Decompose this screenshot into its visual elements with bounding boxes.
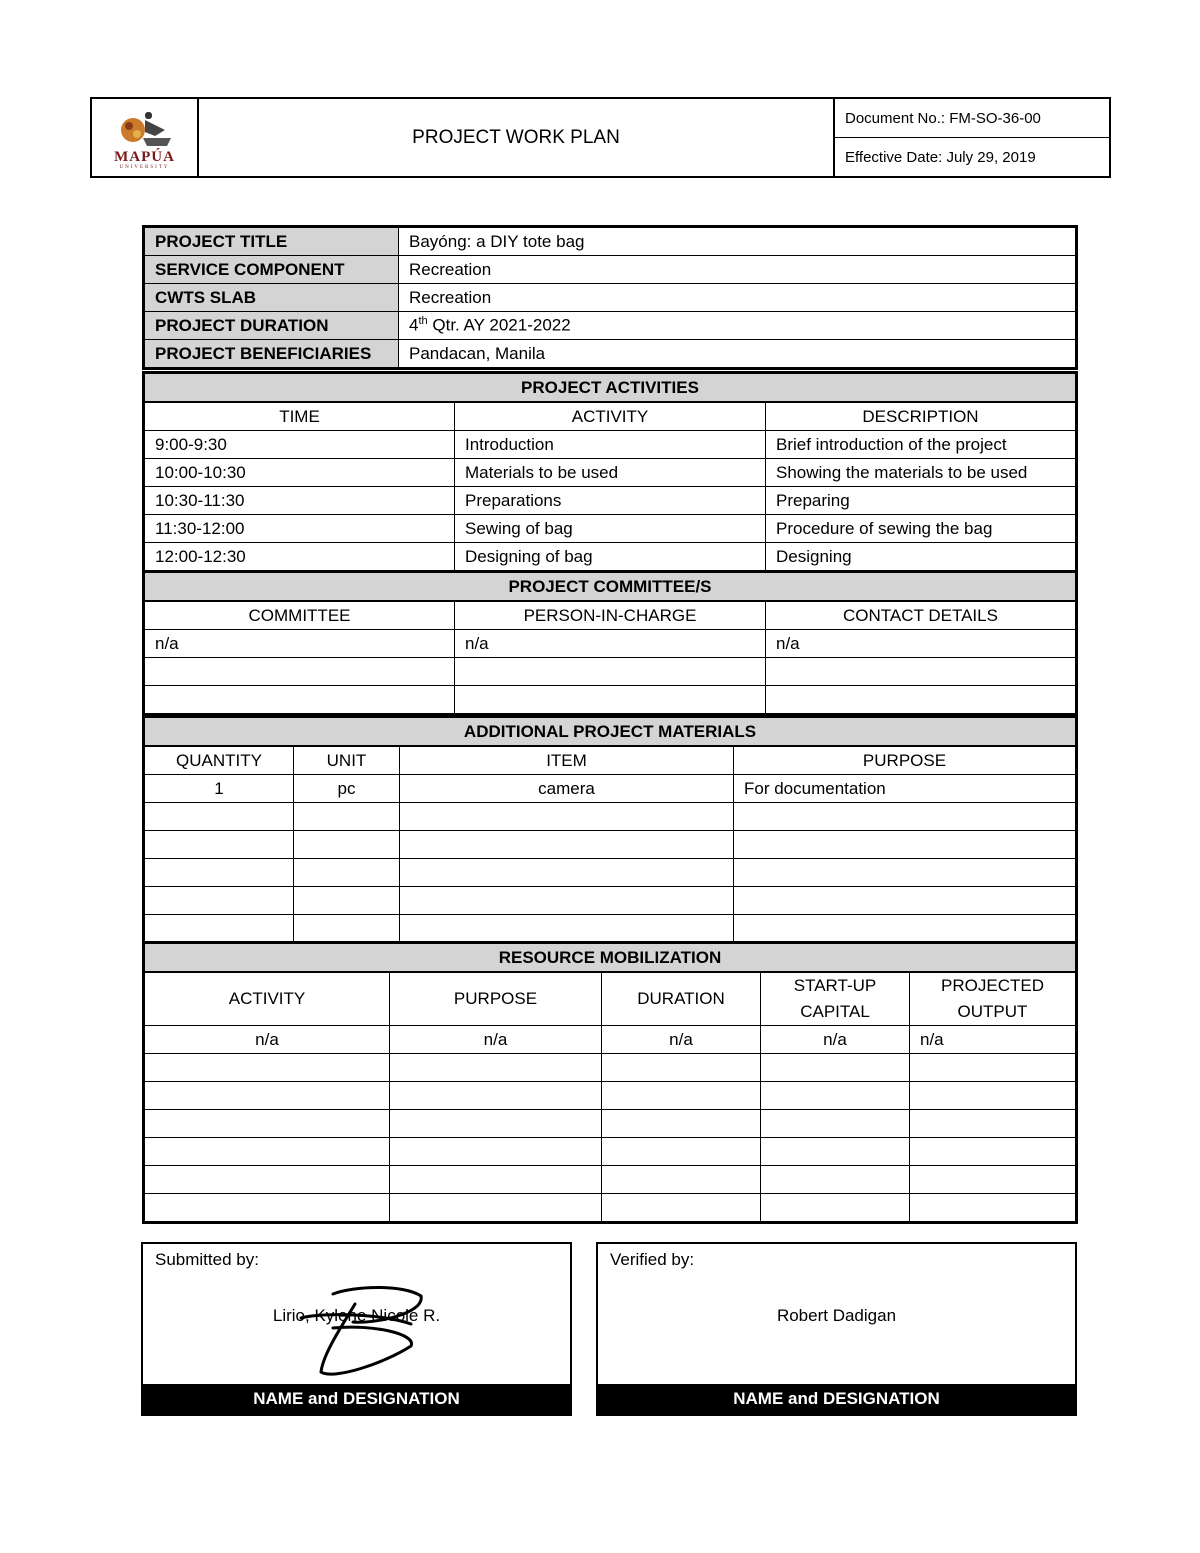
page-title: PROJECT WORK PLAN xyxy=(199,99,835,176)
output-cell xyxy=(910,1194,1077,1223)
activity-description: Brief introduction of the project xyxy=(766,431,1077,459)
duration-cell xyxy=(602,1166,761,1194)
activity-time: 10:00-10:30 xyxy=(144,459,455,487)
verified-by-name: Robert Dadigan xyxy=(776,1306,897,1325)
field-label: CWTS SLAB xyxy=(144,284,399,312)
activity-cell xyxy=(144,1082,390,1110)
service-component-row xyxy=(144,256,1077,284)
person-in-charge-cell xyxy=(455,658,766,686)
person-in-charge-cell xyxy=(455,686,766,715)
duration-cell xyxy=(602,1194,761,1223)
table-row xyxy=(144,831,1077,859)
logo-word: MAPÚA xyxy=(114,148,175,165)
designation-bar: NAME and DESIGNATION xyxy=(143,1384,570,1414)
output-cell xyxy=(910,1082,1077,1110)
table-row xyxy=(144,431,1077,459)
activity-name: Designing of bag xyxy=(455,543,766,572)
purpose-cell xyxy=(390,1110,602,1138)
column-header: ACTIVITY xyxy=(144,972,390,1026)
activity-time: 10:30-11:30 xyxy=(144,487,455,515)
column-header: PURPOSE xyxy=(390,972,602,1026)
quantity-cell: 1 xyxy=(144,775,294,803)
column-header: DESCRIPTION xyxy=(766,402,1077,431)
project-duration-row xyxy=(144,312,1077,340)
activity-time: 9:00-9:30 xyxy=(144,431,455,459)
purpose-cell xyxy=(734,831,1077,859)
table-row xyxy=(144,1082,1077,1110)
project-beneficiaries-row xyxy=(144,340,1077,369)
table-row xyxy=(144,487,1077,515)
contact-details-cell xyxy=(766,686,1077,715)
activity-name: Introduction xyxy=(455,431,766,459)
table-row xyxy=(144,630,1077,658)
purpose-cell xyxy=(734,803,1077,831)
activity-time: 11:30-12:00 xyxy=(144,515,455,543)
duration-cell xyxy=(602,1138,761,1166)
committee-cell xyxy=(144,686,455,715)
materials-title: ADDITIONAL PROJECT MATERIALS xyxy=(144,717,1077,747)
project-info-table xyxy=(142,225,1078,370)
field-label: PROJECT TITLE xyxy=(144,227,399,256)
unit-cell xyxy=(294,859,400,887)
table-row xyxy=(144,775,1077,803)
capital-cell xyxy=(761,1138,910,1166)
item-cell xyxy=(400,859,734,887)
activities-title: PROJECT ACTIVITIES xyxy=(144,373,1077,403)
duration-cell: n/a xyxy=(602,1026,761,1054)
committee-cell xyxy=(144,658,455,686)
duration-cell xyxy=(602,1054,761,1082)
capital-cell: n/a xyxy=(761,1026,910,1054)
output-cell xyxy=(910,1110,1077,1138)
table-row xyxy=(144,459,1077,487)
purpose-cell xyxy=(390,1054,602,1082)
item-cell xyxy=(400,887,734,915)
logo-emblem-icon xyxy=(115,106,175,150)
committees-title: PROJECT COMMITTEE/S xyxy=(144,572,1077,602)
university-logo xyxy=(92,99,199,176)
column-header: UNIT xyxy=(294,746,400,775)
committees-table xyxy=(142,570,1078,716)
resources-title: RESOURCE MOBILIZATION xyxy=(144,943,1077,973)
table-row xyxy=(144,515,1077,543)
field-label: SERVICE COMPONENT xyxy=(144,256,399,284)
resources-table xyxy=(142,941,1078,1224)
purpose-cell xyxy=(734,887,1077,915)
unit-cell xyxy=(294,831,400,859)
column-header: ACTIVITY xyxy=(455,402,766,431)
activity-name: Preparations xyxy=(455,487,766,515)
document-header xyxy=(90,97,1111,178)
item-cell xyxy=(400,915,734,944)
verified-by-box xyxy=(596,1242,1077,1416)
purpose-cell xyxy=(390,1138,602,1166)
quantity-cell xyxy=(144,831,294,859)
duration-ordinal: th xyxy=(418,315,428,328)
person-in-charge-cell: n/a xyxy=(455,630,766,658)
submitted-by-name: Lirio, Kylene Nicole R. xyxy=(272,1306,441,1325)
contact-details-cell: n/a xyxy=(766,630,1077,658)
column-header: PERSON-IN-CHARGE xyxy=(455,601,766,630)
cwts-slab-row xyxy=(144,284,1077,312)
activity-cell xyxy=(144,1138,390,1166)
field-value: Pandacan, Manila xyxy=(399,340,1077,369)
table-row xyxy=(144,658,1077,686)
table-row xyxy=(144,1110,1077,1138)
duration-rest: Qtr. AY 2021-2022 xyxy=(427,315,571,335)
capital-cell xyxy=(761,1166,910,1194)
quantity-cell xyxy=(144,859,294,887)
column-header: TIME xyxy=(144,402,455,431)
column-header: PURPOSE xyxy=(734,746,1077,775)
duration-cell xyxy=(602,1082,761,1110)
purpose-cell: For documentation xyxy=(734,775,1077,803)
column-header: ITEM xyxy=(400,746,734,775)
activity-cell xyxy=(144,1110,390,1138)
activity-cell xyxy=(144,1194,390,1223)
purpose-cell xyxy=(734,915,1077,944)
quantity-cell xyxy=(144,887,294,915)
activity-name: Sewing of bag xyxy=(455,515,766,543)
table-row xyxy=(144,543,1077,572)
table-row xyxy=(144,859,1077,887)
purpose-cell xyxy=(390,1194,602,1223)
field-value: Bayóng: a DIY tote bag xyxy=(399,227,1077,256)
quantity-cell xyxy=(144,915,294,944)
purpose-cell xyxy=(390,1082,602,1110)
contact-details-cell xyxy=(766,658,1077,686)
activity-description: Procedure of sewing the bag xyxy=(766,515,1077,543)
materials-table xyxy=(142,715,1078,945)
table-row xyxy=(144,887,1077,915)
capital-cell xyxy=(761,1054,910,1082)
item-cell xyxy=(400,831,734,859)
activity-cell xyxy=(144,1054,390,1082)
designation-bar: NAME and DESIGNATION xyxy=(598,1384,1075,1414)
table-row xyxy=(144,686,1077,715)
column-header: QUANTITY xyxy=(144,746,294,775)
activity-name: Materials to be used xyxy=(455,459,766,487)
activity-description: Showing the materials to be used xyxy=(766,459,1077,487)
output-cell: n/a xyxy=(910,1026,1077,1054)
field-value: Recreation xyxy=(399,284,1077,312)
unit-cell xyxy=(294,803,400,831)
output-cell xyxy=(910,1054,1077,1082)
committee-cell: n/a xyxy=(144,630,455,658)
verified-by-label: Verified by: xyxy=(610,1250,695,1269)
quantity-cell xyxy=(144,803,294,831)
column-header: CONTACT DETAILS xyxy=(766,601,1077,630)
project-title-row xyxy=(144,227,1077,256)
output-cell xyxy=(910,1166,1077,1194)
field-value: Recreation xyxy=(399,256,1077,284)
capital-cell xyxy=(761,1194,910,1223)
duration-cell xyxy=(602,1110,761,1138)
purpose-cell: n/a xyxy=(390,1026,602,1054)
activity-cell xyxy=(144,1166,390,1194)
unit-cell xyxy=(294,887,400,915)
table-row xyxy=(144,1026,1077,1054)
unit-cell xyxy=(294,915,400,944)
item-cell: camera xyxy=(400,775,734,803)
table-row xyxy=(144,1194,1077,1223)
table-row xyxy=(144,1166,1077,1194)
table-row xyxy=(144,1054,1077,1082)
column-header: COMMITTEE xyxy=(144,601,455,630)
submitted-by-box xyxy=(141,1242,572,1416)
table-row xyxy=(144,803,1077,831)
submitted-by-label: Submitted by: xyxy=(155,1250,259,1269)
document-meta xyxy=(835,99,1109,176)
effective-date: Effective Date: July 29, 2019 xyxy=(835,137,1109,176)
column-header: PROJECTED OUTPUT xyxy=(910,972,1077,1026)
column-header: DURATION xyxy=(602,972,761,1026)
document-number: Document No.: FM-SO-36-00 xyxy=(845,109,1041,127)
capital-cell xyxy=(761,1110,910,1138)
unit-cell: pc xyxy=(294,775,400,803)
handwritten-signature-icon xyxy=(293,1284,433,1384)
activity-description: Preparing xyxy=(766,487,1077,515)
duration-number: 4 xyxy=(409,315,419,335)
field-label: PROJECT BENEFICIARIES xyxy=(144,340,399,369)
logo-subtext: UNIVERSITY xyxy=(119,164,170,170)
table-row xyxy=(144,1138,1077,1166)
activity-cell: n/a xyxy=(144,1026,390,1054)
item-cell xyxy=(400,803,734,831)
output-cell xyxy=(910,1138,1077,1166)
field-value xyxy=(399,312,1077,340)
activity-time: 12:00-12:30 xyxy=(144,543,455,572)
activities-table xyxy=(142,371,1078,573)
purpose-cell xyxy=(390,1166,602,1194)
field-label: PROJECT DURATION xyxy=(144,312,399,340)
capital-cell xyxy=(761,1082,910,1110)
purpose-cell xyxy=(734,859,1077,887)
activity-description: Designing xyxy=(766,543,1077,572)
column-header: START-UP CAPITAL xyxy=(761,972,910,1026)
table-row xyxy=(144,915,1077,944)
